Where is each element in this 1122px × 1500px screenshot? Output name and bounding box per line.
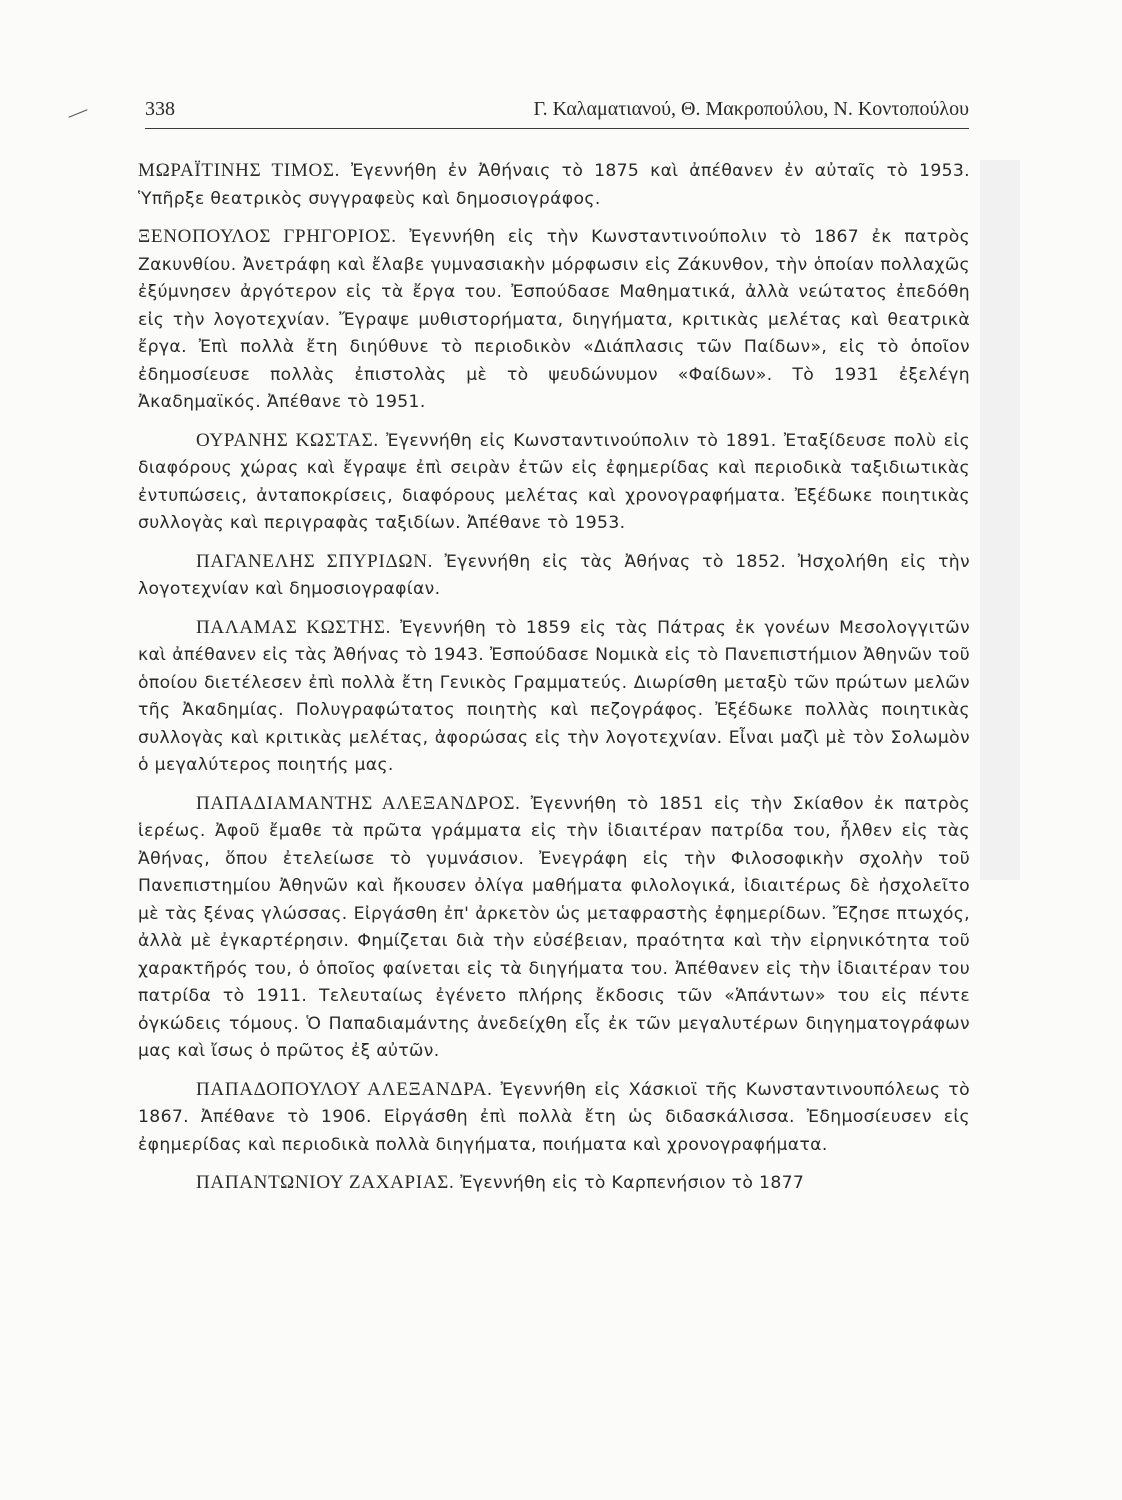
entry-name: ΠΑΛΑΜΑΣ ΚΩΣΤΗΣ. [196,616,392,638]
entry-xenopoulos [138,223,970,417]
entry-text: Ἐγεννήθη εἰς τὸ Καρπενήσιον τὸ 1877 [454,1173,805,1193]
entry-text: Ἐγεννήθη εἰς Κωνσταντινούπολιν τὸ 1891. Ἐταξίδευσε πολὺ εἰς διαφόρους χώρας καὶ ἔγραψε ἐπὶ σειρὰν ἐτῶν εἰς ἐφημερίδας καὶ περιοδικὰ ταξιδιωτικὰς ἐντυπώσεις, ἀνταποκρίσεις, διαφόρους μελέτας καὶ χρονογραφήματα. Ἐξέδωκε ποιητικὰς συλλογὰς καὶ περιγραφὰς ταξιδίων. Ἀπέθανε τὸ 1953. [138,430,971,533]
entry-ouranis [138,427,970,538]
entry-papadopoulou [138,1076,970,1160]
entry-text: Ἐγεννήθη ἐν Ἀθήναις τὸ 1875 καὶ ἀπέθανεν ἐν αὐταῖς τὸ 1953. Ὑπῆρξε θεατρικὸς συγγραφεὺς καὶ δημοσιογράφος. [138,161,970,209]
entry-name: ΠΑΓΑΝΕΛΗΣ ΣΠΥΡΙΔΩΝ. [196,550,434,572]
entry-text: Ἐγεννήθη τὸ 1859 εἰς τὰς Πάτρας ἐκ γονέων Μεσολογγιτῶν καὶ ἀπέθανεν εἰς τὰς Ἀθήνας τὸ 1943. Ἐσπούδασε Νομικὰ εἰς τὸ Πανεπιστήμιον Ἀθηνῶν τοῦ ὁποίου διετέλεσεν ἐπὶ πολλὰ ἔτη Γενικὸς Γραμματεύς. Διωρίσθη μεταξὺ τῶν πρώτων μελῶν τῆς Ἀκαδημίας. Πολυγραφώτατος ποιητὴς καὶ πεζογράφος. Ἐξέδωκε πολλὰς ποιητικὰς συλλογὰς καὶ κριτικὰς μελέτας, ἀφορώσας εἰς τὴν λογοτεχνίαν. Εἶναι μαζὶ μὲ τὸν Σολωμὸν ὁ μεγαλύτερος ποιητής μας. [138,617,970,775]
entry-papantoniou [138,1169,970,1198]
entry-papadiamantis [138,790,970,1066]
page-header [145,93,969,125]
page-number: 338 [145,98,175,120]
entry-name: ΠΑΠΑΔΙΑΜΑΝΤΗΣ ΑΛΕΞΑΝΔΡΟΣ. [196,792,521,814]
header-rule [145,128,969,129]
entry-name: ΠΑΠΑΝΤΩΝΙΟΥ ΖΑΧΑΡΙΑΣ. [196,1172,455,1193]
entry-name: ΠΑΠΑΔΟΠΟΥΛΟΥ ΑΛΕΞΑΝΔΡΑ. [196,1078,493,1100]
entry-text: Ἐγεννήθη τὸ 1851 εἰς τὴν Σκίαθον ἐκ πατρὸς ἱερέως. Ἀφοῦ ἔμαθε τὰ πρῶτα γράμματα εἰς τὴν ἰδιαιτέραν πατρίδα του, ἦλθεν εἰς τὰς Ἀθήνας, ὅπου ἐτελείωσε τὸ γυμνάσιον. Ἐνεγράφη εἰς τὴν Φιλοσοφικὴν σχολὴν τοῦ Πανεπιστημίου Ἀθηνῶν καὶ ἤκουσεν ὀλίγα μαθήματα φιλολογικά, ἰδιαιτέρως δὲ ἠσχολεῖτο μὲ τὰς ξένας γλώσσας. Εἰργάσθη ἐπ' ἀρκετὸν ὡς μεταφραστὴς ἐφημερίδων. Ἔζησε πτωχός, ἀλλὰ μὲ ἐγκαρτέρησιν. Φημίζεται διὰ τὴν εὐσέβειαν, πραότητα καὶ τὴν εἰρηνικότητα τοῦ χαρακτῆρός του, ὁ ὁποῖος φαίνεται εἰς τὰ διηγήματα του. Ἀπέθανεν εἰς τὴν ἰδιαιτέραν του πατρίδα τὸ 1911. Τελευταίως ἐγένετο πλήρης ἔκδοσις τῶν «Ἁπάντων» του εἰς πέντε ὀγκώδεις τόμους. Ὁ Παπαδιαμάντης ἀνεδείχθη εἷς ἐκ τῶν μεγαλυτέρων διηγηματογράφων μας καὶ ἴσως ὁ πρῶτος ἐξ αὐτῶν. [138,793,971,1061]
entry-paganelis [138,548,970,604]
entry-moraitinis [138,157,970,213]
entry-name: ΞΕΝΟΠΟΥΛΟΣ ΓΡΗΓΟΡΙΟΣ. [138,226,397,247]
scan-shadow [980,160,1020,880]
entry-name: ΜΩΡΑΪΤΙΝΗΣ ΤΙΜΟΣ. [138,160,341,181]
margin-mark [69,109,88,117]
entry-text: Ἐγεννήθη εἰς τὰς Ἀθήνας τὸ 1852. Ἠσχολήθη εἰς τὴν λογοτεχνίαν καὶ δημοσιογραφίαν. [138,551,970,599]
entry-name: ΟΥΡΑΝΗΣ ΚΩΣΤΑΣ. [196,429,379,451]
entry-text: Ἐγεννήθη εἰς Χάσκιοϊ τῆς Κωνσταντινουπόλεως τὸ 1867. Ἀπέθανε τὸ 1906. Εἰργάσθη ἐπὶ πολλὰ ἔτη ὡς διδασκάλισσα. Ἐδημοσίευσεν εἰς ἐφημερίδας καὶ περιοδικὰ πολλὰ διηγήματα, ποιήματα καὶ χρονογραφήματα. [138,1079,970,1155]
body-text [138,157,970,1208]
running-title: Γ. Καλαματιανού, Θ. Μακροπούλου, Ν. Κοντοπούλου [533,98,969,120]
entry-text: Ἐγεννήθη εἰς τὴν Κωνσταντινούπολιν τὸ 1867 ἐκ πατρὸς Ζακυνθίου. Ἀνετράφη καὶ ἔλαβε γυμνασιακὴν μόρφωσιν εἰς Ζάκυνθον, τὴν ὁποίαν πολλαχῶς ἐξύμνησεν ἀργότερον εἰς τὰ ἔργα του. Ἐσπούδασε Μαθηματικά, ἀλλὰ νεώτατος ἐπεδόθη εἰς τὴν λογοτεχνίαν. Ἔγραψε μυθιστορήματα, διηγήματα, κριτικὰς μελέτας καὶ θεατρικὰ ἔργα. Ἐπὶ πολλὰ ἔτη διηύθυνε τὸ περιοδικὸν «Διάπλασις τῶν Παίδων», εἰς τὸ ὁποῖον ἐδημοσίευσε πολλὰς ἐπιστολὰς μὲ τὸ ψευδώνυμον «Φαίδων». Τὸ 1931 ἐξελέγη Ἀκαδημαϊκός. Ἀπέθανε τὸ 1951. [138,227,971,412]
entry-palamas [138,614,970,780]
